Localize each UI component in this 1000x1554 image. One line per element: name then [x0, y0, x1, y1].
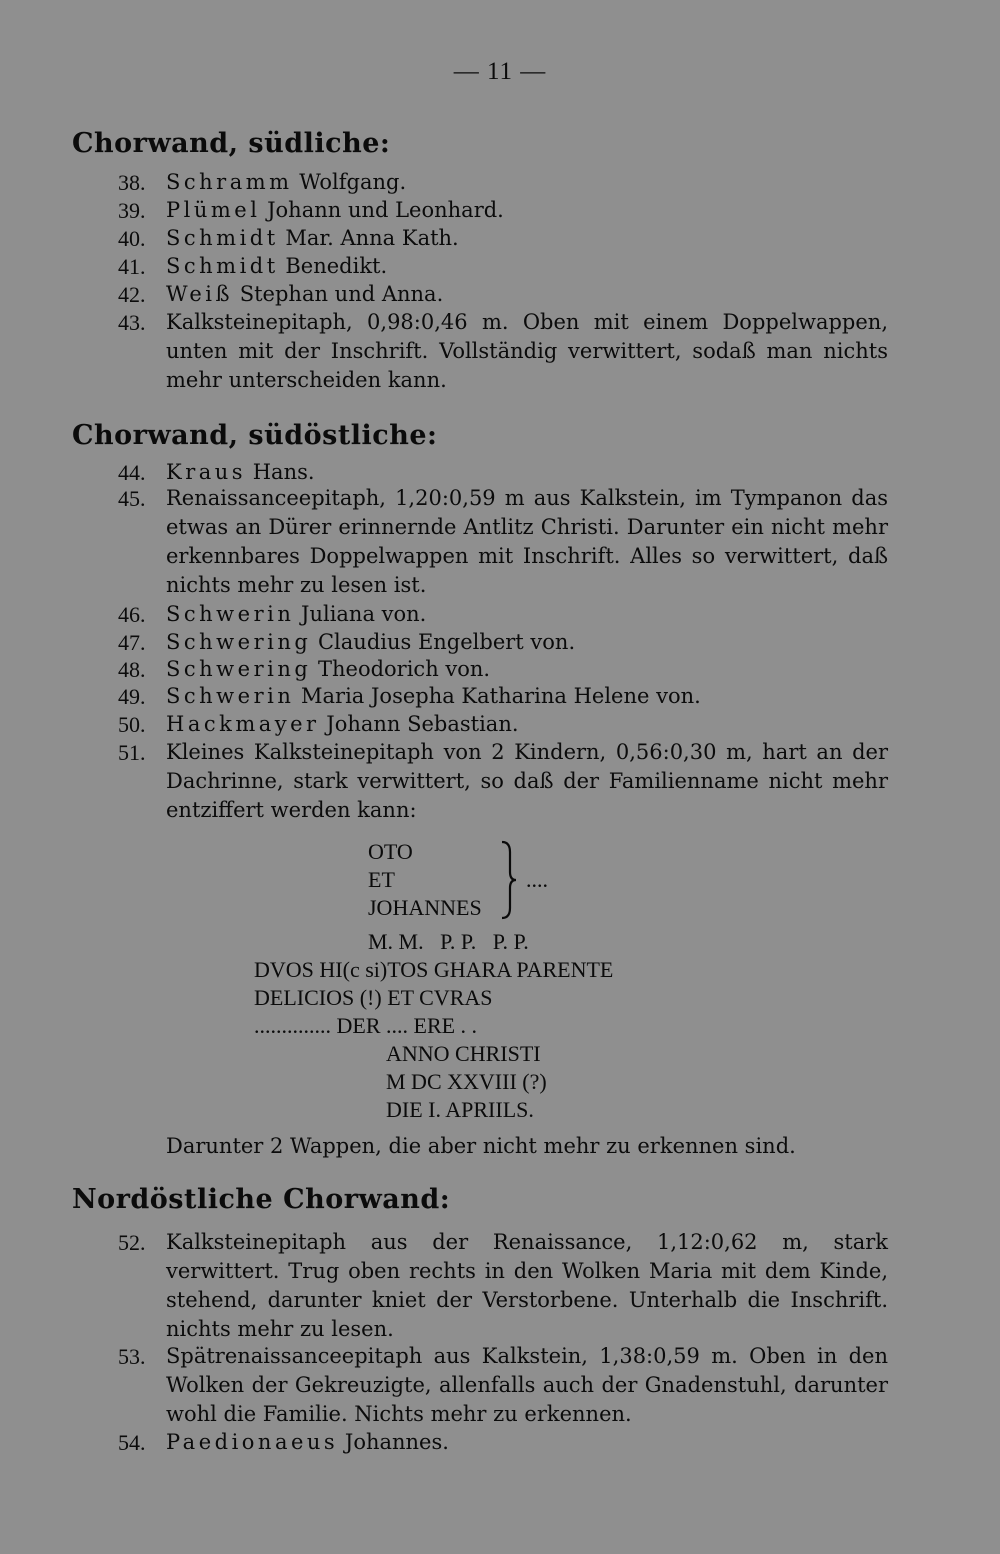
- entry-number: 46.: [118, 602, 146, 627]
- inscription-line: JOHANNES: [368, 895, 482, 920]
- entry-text: Stephan und Anna.: [233, 282, 444, 306]
- section-heading-chorwand-suedoestliche: Chorwand, südöstliche:: [72, 420, 438, 451]
- entry-number: 54.: [118, 1430, 146, 1455]
- entry-46: [118, 600, 888, 629]
- entry-name: Schwering: [166, 657, 312, 681]
- entry-45: [118, 484, 888, 600]
- inscription-line: M. M. P. P. P. P.: [368, 929, 529, 954]
- entry-number: 53.: [118, 1344, 146, 1369]
- entry-text: Theodorich von.: [311, 657, 491, 681]
- entry-text: Kalksteinepitaph, 0,98:0,46 m. Oben mit einem Doppelwappen, unten mit der Inschrift. Vollständig verwittert, sodaß man nichts mehr unterscheiden kann.: [166, 310, 888, 392]
- entry-number: 44.: [118, 460, 146, 485]
- entry-text: Hans.: [246, 460, 315, 484]
- entry-text: Juliana von.: [294, 602, 427, 626]
- entry-54: [118, 1428, 888, 1457]
- inscription-note: Darunter 2 Wappen, die aber nicht mehr zu erkennen sind.: [166, 1134, 796, 1158]
- entry-49: [118, 682, 888, 711]
- entry-name: Schmidt: [166, 226, 279, 250]
- entry-number: 38.: [118, 170, 146, 195]
- entry-43: [118, 308, 888, 395]
- entry-number: 43.: [118, 310, 146, 335]
- entry-name: Schmidt: [166, 254, 279, 278]
- entry-38: [118, 168, 888, 197]
- entry-42: [118, 280, 888, 309]
- page-number: — 11 —: [453, 58, 547, 85]
- entry-text: Benedikt.: [278, 254, 388, 278]
- entry-number: 52.: [118, 1230, 146, 1255]
- entry-text: Spätrenaissanceepitaph aus Kalkstein, 1,38:0,59 m. Oben in den Wolken der Gekreuzigte, allenfalls auch der Gnadenstuhl, darunter wohl die Familie. Nichts mehr zu erkennen.: [166, 1344, 888, 1426]
- entry-name: Hackmayer: [166, 712, 320, 736]
- entry-name: Weiß: [166, 282, 234, 306]
- inscription-ellipsis: ....: [526, 867, 548, 892]
- entry-text: Renaissanceepitaph, 1,20:0,59 m aus Kalkstein, im Tympanon das etwas an Dürer erinnernde Antlitz Christi. Darunter ein nicht mehr erkennbares Doppelwappen mit Inschrift. Alles so verwittert, daß nichts mehr zu lesen ist.: [166, 486, 888, 597]
- inscription-line: M DC XXVIII (?): [386, 1069, 547, 1094]
- entry-51: [118, 738, 888, 825]
- entry-40: [118, 224, 888, 253]
- entry-47: [118, 628, 888, 657]
- entry-name: Plümel: [166, 198, 261, 222]
- entry-number: 47.: [118, 630, 146, 655]
- entry-text: Kalksteinepitaph aus der Renaissance, 1,12:0,62 m, stark verwittert. Trug oben rechts in den Wolken Maria mit dem Kinde, stehend, darunter kniet der Verstorbene. Unterhalb die Inschrift. nichts mehr zu lesen.: [166, 1230, 888, 1341]
- entry-text: Wolfgang.: [292, 170, 407, 194]
- inscription-line: DELICIOS (!) ET CVRAS: [254, 985, 493, 1010]
- curly-brace-icon: [498, 838, 526, 922]
- entry-number: 42.: [118, 282, 146, 307]
- entry-text: Mar. Anna Kath.: [278, 226, 459, 250]
- inscription-line: DVOS HI(c si)TOS GHARA PARENTE: [254, 957, 614, 982]
- section-heading-nordoestliche-chorwand: Nordöstliche Chorwand:: [72, 1184, 451, 1215]
- entry-41: [118, 252, 888, 281]
- entry-name: Schramm: [166, 170, 293, 194]
- entry-number: 51.: [118, 740, 146, 765]
- entry-53: [118, 1342, 888, 1429]
- section-heading-chorwand-suedliche: Chorwand, südliche:: [72, 128, 391, 159]
- inscription-line: ET: [368, 867, 395, 892]
- entry-number: 40.: [118, 226, 146, 251]
- inscription-line: ANNO CHRISTI: [386, 1041, 541, 1066]
- entry-52: [118, 1228, 888, 1344]
- entry-name: Schwerin: [166, 602, 295, 626]
- entry-number: 41.: [118, 254, 146, 279]
- entry-name: Schwerin: [166, 684, 295, 708]
- entry-50: [118, 710, 888, 739]
- entry-39: [118, 196, 888, 225]
- entry-text: Johann und Leonhard.: [260, 198, 504, 222]
- entry-48: [118, 655, 888, 684]
- entry-number: 49.: [118, 684, 146, 709]
- entry-number: 39.: [118, 198, 146, 223]
- entry-text: Johann Sebastian.: [319, 712, 519, 736]
- entry-name: Paedionaeus: [166, 1430, 339, 1454]
- entry-44: [118, 458, 888, 487]
- inscription-line: DIE I. APRIILS.: [386, 1097, 534, 1122]
- inscription-line: OTO: [368, 839, 413, 864]
- entry-text: Maria Josepha Katharina Helene von.: [294, 684, 701, 708]
- entry-name: Kraus: [166, 460, 247, 484]
- entry-text: Johannes.: [338, 1430, 449, 1454]
- entry-number: 48.: [118, 657, 146, 682]
- entry-text: Kleines Kalksteinepitaph von 2 Kindern, 0,56:0,30 m, hart an der Dachrinne, stark verwittert, so daß der Familienname nicht mehr entziffert werden kann:: [166, 740, 888, 822]
- entry-number: 50.: [118, 712, 146, 737]
- inscription-line: .............. DER .... ERE . .: [254, 1013, 478, 1038]
- entry-name: Schwering: [166, 630, 312, 654]
- entry-text: Claudius Engelbert von.: [311, 630, 576, 654]
- entry-number: 45.: [118, 486, 146, 511]
